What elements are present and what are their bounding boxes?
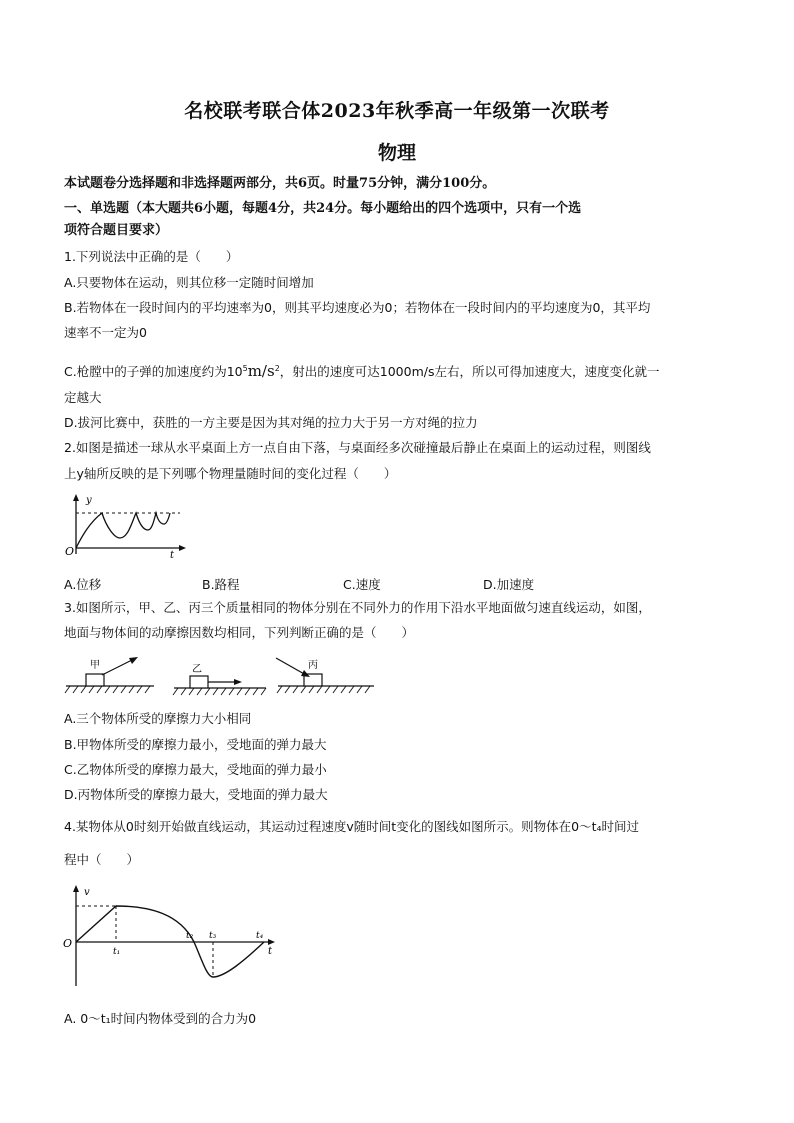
- q4-origin-label: O: [63, 937, 73, 950]
- exam-title: 名校联考联合体2023年秋季高一年级第一次联考: [184, 100, 610, 122]
- q3-block-yi: [190, 676, 208, 688]
- q4-y-label: v: [84, 887, 90, 898]
- q3-ground-3: [277, 686, 374, 693]
- q3-ground-2: [173, 688, 266, 695]
- q2-option-c: C.速度: [343, 577, 381, 592]
- q3-label-jia: 甲: [90, 660, 100, 671]
- q3-option-b: B.甲物体所受的摩擦力最小，受地面的弹力最大: [64, 737, 327, 752]
- section-heading-line1: 一、单选题（本大题共6小题，每题4分，共24分。每小题给出的四个选项中，只有一个选: [64, 201, 582, 216]
- q4-graph: [60, 882, 282, 992]
- q1-option-b-line2: 速率不一定为0: [64, 325, 147, 340]
- q2-x-label: t: [170, 550, 175, 560]
- q1-option-d: D.拔河比赛中，获胜的一方主要是因为其对绳的拉力大于另一方对绳的拉力: [64, 415, 478, 430]
- q4-y-arrow: [73, 885, 79, 892]
- q3-figure: [62, 650, 382, 700]
- q3-option-c: C.乙物体所受的摩擦力最大，受地面的弹力最小: [64, 762, 327, 777]
- q4-tick-t1: t₁: [113, 947, 121, 957]
- q3-force-jia: [102, 659, 134, 675]
- q4-tick-t2: t₂: [186, 931, 194, 941]
- q4-stem-line2: 程中（ ）: [64, 852, 140, 867]
- q3-force-yi-arrow: [234, 679, 242, 685]
- q1-c-text-pre: C.枪膛中的子弹的加速度约为10: [64, 364, 243, 380]
- q2-x-arrow: [179, 545, 186, 551]
- q1-option-c-line2: 定越大: [64, 390, 102, 405]
- q4-tick-t4: t₄: [256, 931, 264, 941]
- q1-option-c-line1: [64, 361, 732, 380]
- q3-block-jia: [86, 674, 104, 686]
- q2-origin-label: O: [65, 545, 75, 558]
- q3-stem-line1: 3.如图所示，甲、乙、丙三个质量相同的物体分别在不同外力的作用下沿水平地面做匀速直线运动，如图，: [64, 600, 651, 615]
- q2-stem-line1: 2.如图是描述一球从水平桌面上方一点自由下落，与桌面经多次碰撞最后静止在桌面上的运动过程，则图线: [64, 440, 651, 455]
- q3-label-yi: 乙: [192, 664, 202, 675]
- q1-option-b-line1: B.若物体在一段时间内的平均速率为0，则其平均速度必为0；若物体在一段时间内的平均速度为0，其平均: [64, 300, 651, 315]
- q1-c-exponent: 5: [242, 364, 248, 373]
- q1-c-unit-exponent: 2: [274, 364, 280, 373]
- q1-c-text-post: ，射出的速度可达1000m/s左右，所以可得加速度大，速度变化就一: [279, 364, 660, 380]
- q4-x-arrow: [268, 939, 275, 945]
- q3-option-a: A.三个物体所受的摩擦力大小相同: [64, 711, 252, 726]
- section-heading-line2: 项符合题目要求）: [64, 223, 169, 238]
- q3-stem-line2: 地面与物体间的动摩擦因数均相同，下列判断正确的是（ ）: [64, 625, 415, 640]
- q2-y-label: y: [86, 495, 92, 506]
- q2-option-b: B.路程: [202, 577, 240, 592]
- q3-force-bing: [276, 658, 306, 675]
- q2-y-arrow: [73, 494, 79, 501]
- q2-curve: [76, 513, 170, 548]
- q3-label-bing: 丙: [308, 660, 318, 671]
- q2-graph: [62, 492, 192, 560]
- q2-option-d: D.加速度: [483, 577, 535, 592]
- q2-option-a: A.位移: [64, 577, 102, 592]
- q4-tick-t3: t₃: [209, 931, 217, 941]
- q4-option-a: A. 0～t₁时间内物体受到的合力为0: [64, 1011, 257, 1026]
- q3-force-jia-arrow: [129, 657, 138, 664]
- q2-stem-line2: 上y轴所反映的是下列哪个物理量随时间的变化过程（ ）: [64, 466, 397, 481]
- q1-stem: 1.下列说法中正确的是（ ）: [64, 249, 239, 264]
- q1-c-unit: m/s: [247, 362, 275, 381]
- q3-ground-1: [65, 686, 154, 693]
- q3-option-d: D.丙物体所受的摩擦力最大，受地面的弹力最大: [64, 787, 328, 802]
- q1-option-a: A.只要物体在运动，则其位移一定随时间增加: [64, 275, 314, 290]
- q4-stem-line1: 4.某物体从0时刻开始做直线运动，其运动过程速度v随时间t变化的图线如图所示。则物体在0～t₄时间过: [64, 819, 640, 834]
- exam-note: 本试题卷分选择题和非选择题两部分，共6页。时量75分钟，满分100分。: [64, 176, 496, 191]
- q4-x-label: t: [268, 946, 273, 957]
- subject-title: 物理: [377, 142, 416, 164]
